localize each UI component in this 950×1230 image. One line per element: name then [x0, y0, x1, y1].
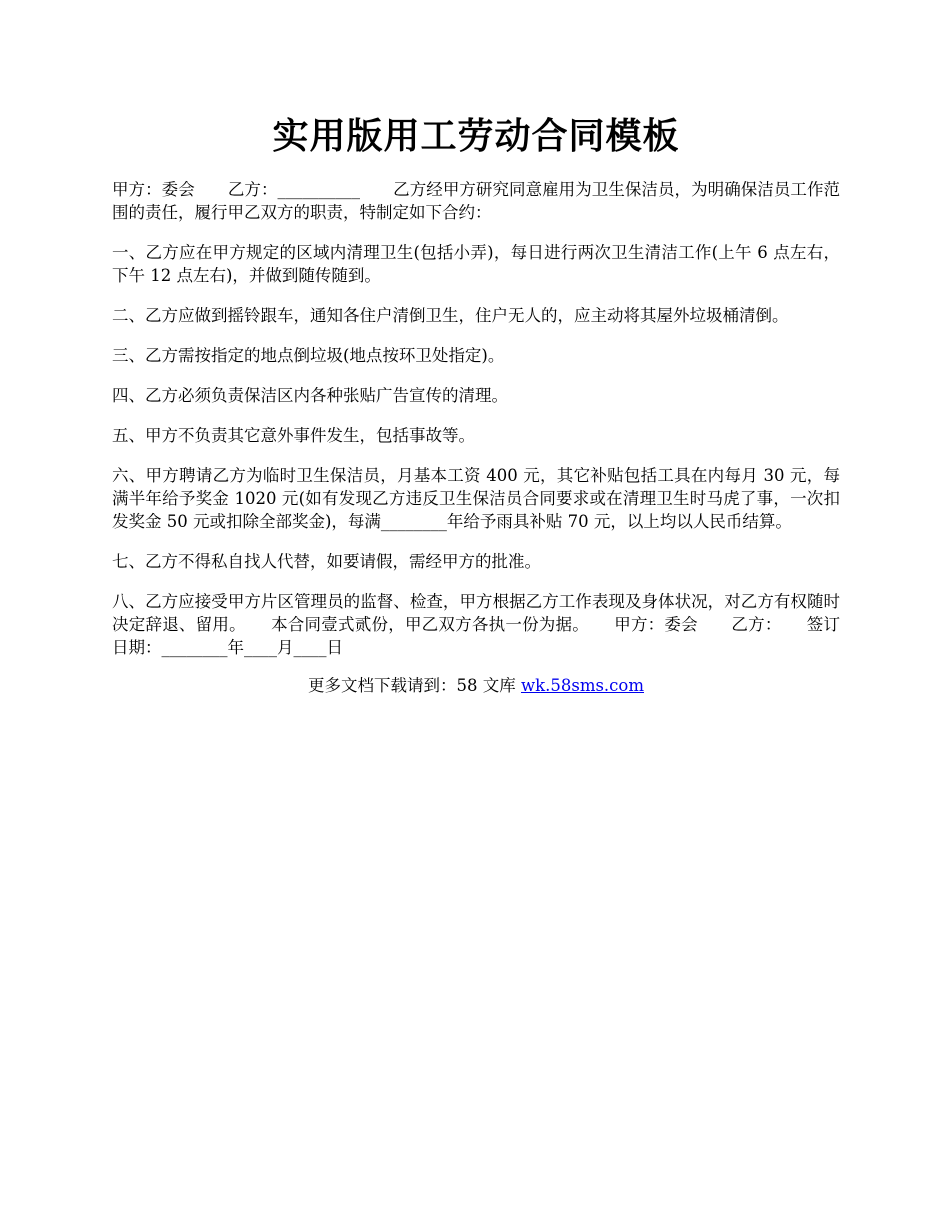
paragraph-clause-5: 五、甲方不负责其它意外事件发生，包括事故等。: [112, 426, 475, 445]
document-title: 实用版用工劳动合同模板: [272, 115, 680, 157]
footer-link[interactable]: wk.58sms.com: [520, 676, 644, 695]
paragraph-clause-8: 八、乙方应接受甲方片区管理员的监督、检查，甲方根据乙方工作表现及身体状况，对乙方有权随时决定辞退、留用。 本合同壹式贰份，甲乙双方各执一份为据。 甲方：委会 乙方： 签订日期：________年____月____日: [112, 592, 840, 657]
paragraph-clause-3: 三、乙方需按指定的地点倒垃圾(地点按环卫处指定)。: [112, 346, 505, 365]
footer-text: 更多文档下载请到：58 文库: [307, 676, 521, 695]
paragraph-clause-1: 一、乙方应在甲方规定的区域内清理卫生(包括小弄)，每日进行两次卫生清洁工作(上午 6 点左右，下午 12 点左右)，并做到随传随到。: [112, 243, 840, 285]
download-footer: [112, 674, 840, 697]
document-page: [112, 108, 840, 697]
paragraph-clause-7: 七、乙方不得私自找人代替，如要请假，需经甲方的批准。: [112, 552, 541, 571]
paragraph-clause-4: 四、乙方必须负责保洁区内各种张贴广告宣传的清理。: [112, 386, 508, 405]
paragraph-clause-2: 二、乙方应做到摇铃跟车，通知各住户清倒卫生，住户无人的，应主动将其屋外垃圾桶清倒。: [112, 306, 789, 325]
paragraph-clause-6: 六、甲方聘请乙方为临时卫生保洁员，月基本工资 400 元，其它补贴包括工具在内每月 30 元，每满半年给予奖金 1020 元(如有发现乙方违反卫生保洁员合同要求或在清理卫生时马虎了事，一次扣发奖金 50 元或扣除全部奖金)，每满________年给予雨具补贴 70 元，以上均以人民币结算。: [112, 466, 840, 531]
paragraph-intro: 甲方：委会 乙方：__________ 乙方经甲方研究同意雇用为卫生保洁员，为明确保洁员工作范围的责任，履行甲乙双方的职责，特制定如下合约：: [112, 180, 840, 222]
